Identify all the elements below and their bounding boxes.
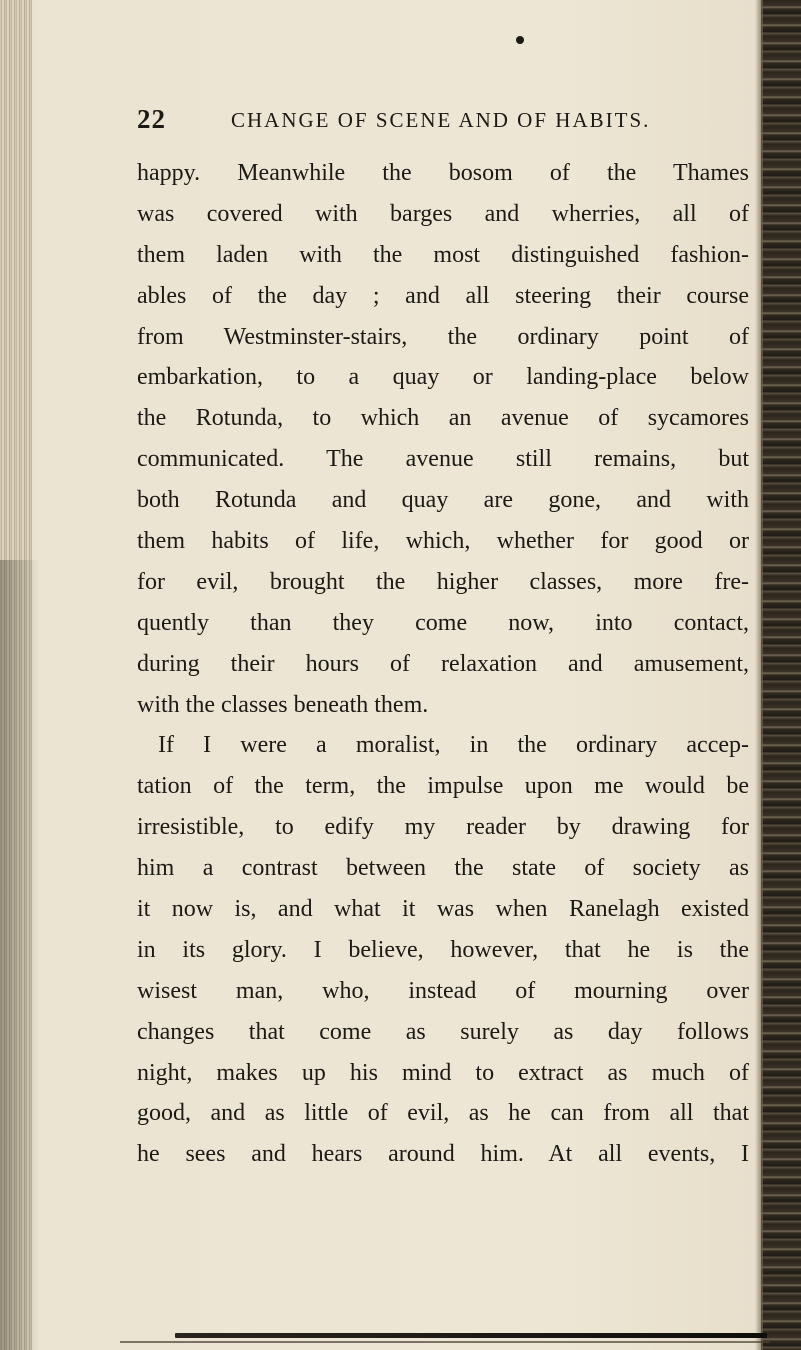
left-gutter-shadow (0, 560, 40, 1350)
text-line: them habits of life, which, whether for good or (137, 528, 749, 555)
text-line: tation of the term, the impulse upon me would be (137, 773, 749, 800)
text-line: If I were a moralist, in the ordinary accep- (158, 732, 749, 759)
text-line: he sees and hears around him. At all events, I (137, 1141, 749, 1168)
text-line: with the classes beneath them. (137, 691, 429, 718)
bottom-rule-thin (120, 1341, 770, 1343)
text-line: ables of the day ; and all steering their course (137, 282, 749, 309)
text-line: him a contrast between the state of society as (137, 855, 749, 882)
text-line: was covered with barges and wherries, all of (137, 200, 749, 227)
text-line: both Rotunda and quay are gone, and with (137, 487, 749, 514)
text-line: during their hours of relaxation and amusement, (137, 650, 749, 677)
page-header (137, 104, 747, 144)
text-line: wisest man, who, instead of mourning over (137, 977, 749, 1004)
ink-speck (516, 36, 524, 44)
text-line: for evil, brought the higher classes, more fre- (137, 568, 749, 595)
body-text (137, 153, 749, 1175)
text-line: the Rotunda, to which an avenue of sycamores (137, 405, 749, 432)
right-page-edges (761, 0, 801, 1350)
text-line: happy. Meanwhile the bosom of the Thames (137, 160, 749, 186)
text-line: changes that come as surely as day follows (137, 1018, 749, 1045)
text-line: in its glory. I believe, however, that he is the (137, 936, 749, 963)
text-line: embarkation, to a quay or landing-place below (137, 364, 749, 391)
bottom-rule (175, 1333, 767, 1338)
text-line: them laden with the most distinguished fashion- (137, 241, 749, 268)
page-number: 22 (137, 104, 166, 134)
text-line: good, and as little of evil, as he can from all that (137, 1100, 749, 1127)
running-title: CHANGE OF SCENE AND OF HABITS. (231, 108, 651, 132)
text-line: night, makes up his mind to extract as much of (137, 1059, 749, 1086)
text-line: it now is, and what it was when Ranelagh existed (137, 896, 749, 923)
text-line: quently than they come now, into contact, (137, 609, 749, 636)
text-line: irresistible, to edify my reader by drawing for (137, 814, 749, 841)
text-line: communicated. The avenue still remains, but (137, 446, 749, 473)
text-line: from Westminster-stairs, the ordinary point of (137, 323, 749, 350)
